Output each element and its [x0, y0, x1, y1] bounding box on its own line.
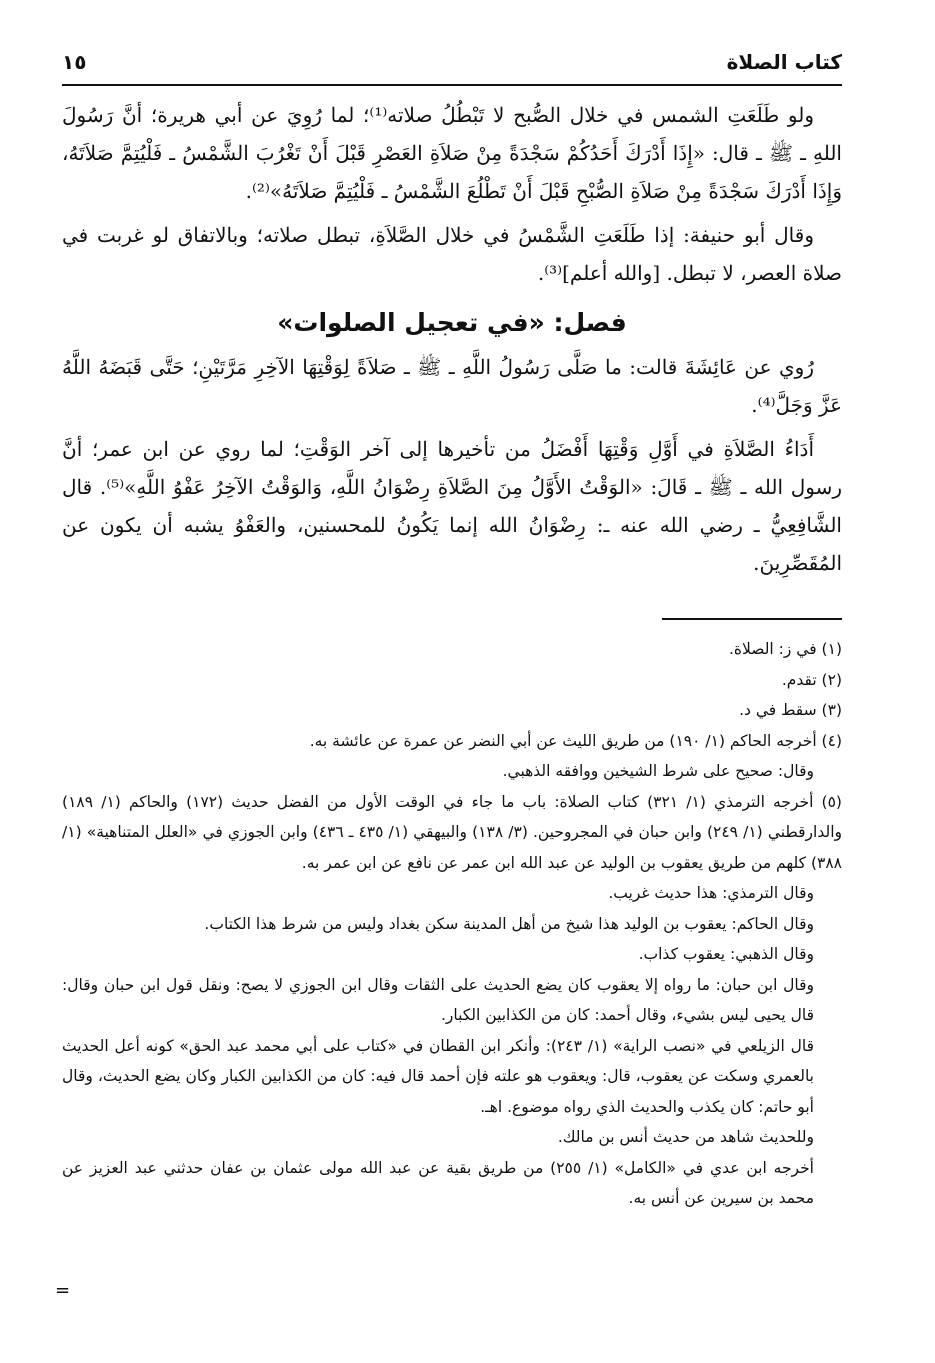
- footnote-line: وقال الحاكم: يعقوب بن الوليد هذا شيخ من أهل المدينة سكن بغداد وليس من شرط هذا الكتاب.: [204, 914, 814, 933]
- main-text: [62, 96, 842, 582]
- footnote-line: وقال الذهبي: يعقوب كذاب.: [638, 945, 814, 963]
- footnote-line: وللحديث شاهد من حديث أنس بن مالك.: [557, 1128, 814, 1146]
- paragraph: ولو طَلَعَتِ الشمس في خلال الصُّبح لا تَبْطُلُ صلاته⁽¹⁾؛ لما رُوِيَ عن أبي هريرة؛ أنَّ رَسُولَ اللهِ ـ ﷺ ـ قال: «إِذَا أَدْرَكَ أَحَدُكُمْ سَجْدَةً مِنْ صَلاَةِ العَصْرِ قَبْلَ أَنْ تَغْرُبَ الشَّمْسُ ـ فَلْيُتِمَّ صَلاَتَهُ، وَإِذَا أَدْرَكَ سَجْدَةً مِنْ صَلاَةِ الصُّبْحِ قَبْلَ أَنْ تَطْلُعَ الشَّمْسُ ـ فَلْيُتِمَّ صَلاَتَهُ»⁽²⁾.: [62, 103, 842, 203]
- footnote-line: وقال: صحيح على شرط الشيخين ووافقه الذهبي.: [502, 762, 814, 780]
- paragraph: وقال أبو حنيفة: إذا طَلَعَتِ الشَّمْسُ في خلال الصَّلاَةِ، تبطل صلاته؛ وبالاتفاق لو غربت في صلاة العصر، لا تبطل. [والله أعلم]⁽³⁾.: [62, 223, 842, 285]
- paragraph: رُوي عن عَائِشَةَ قالت: ما صَلَّى رَسُولُ اللَّهِ ـ ﷺ ـ صَلاَةً لِوَقْتِهَا الآخِرِ مَرَّتَيْنِ؛ حَتَّى قَبَضَهُ اللَّهُ عَزَّ وَجَلَّ⁽⁴⁾.: [62, 355, 842, 417]
- footnote: (٣) سقط في د.: [739, 701, 842, 719]
- running-header: [62, 44, 842, 86]
- footnote: (١) في ز: الصلاة.: [728, 640, 842, 658]
- footnote-separator: [662, 618, 842, 620]
- section-heading: فصل: «في تعجيل الصلوات»: [277, 308, 627, 337]
- footnote-line: وقال الترمذي: هذا حديث غريب.: [608, 884, 814, 902]
- footnotes: [62, 634, 842, 1214]
- margin-mark: =: [55, 1280, 71, 1301]
- chapter-title: كتاب الصلاة: [719, 50, 842, 74]
- footnote-line: وقال ابن حبان: ما رواه إلا يعقوب كان يضع الحديث على الثقات وقال ابن الجوزي لا يصح: ونقل قول ابن حبان وقال: قال يحيى ليس بشيء، وقال أحمد: كان من الكذابين الكبار.: [62, 975, 814, 1024]
- footnote: (٤) أخرجه الحاكم (١/ ١٩٠) من طريق الليث عن أبي النضر عن عمرة عن عائشة به.: [309, 731, 842, 750]
- paragraph: أَدَاءُ الصَّلاَةِ في أَوَّلِ وَقْتِهَا أَفْضَلُ من تأخيرها إلى آخر الوَقْتِ؛ لما روي عن ابن عمر؛ أنَّ رسول الله ـ ﷺ ـ قَالَ: «الوَقْتُ الأَوَّلُ مِنَ الصَّلاَةِ رِضْوَانُ اللَّهِ، وَالوَقْتُ الآخِرُ عَفْوُ اللَّهِ»⁽⁵⁾. قال الشَّافِعِيُّ ـ رضي الله عنه ـ: رِضْوَانُ الله إنما يَكُونُ للمحسنين، والعَفْوُ يشبه أن يكون عن المُقَصِّرِينَ.: [62, 437, 842, 575]
- page-number: ١٥: [62, 50, 94, 74]
- footnote: (٢) تقدم.: [781, 670, 842, 689]
- book-page: [62, 44, 842, 1214]
- footnote-line: أخرجه ابن عدي في «الكامل» (١/ ٢٥٥) من طريق بقية عن عبد الله مولى عثمان بن عفان حدثني عبد العزيز عن محمد بن سيرين عن أنس به.: [62, 1158, 814, 1207]
- footnote-line: قال الزيلعي في «نصب الراية» (١/ ٢٤٣): وأنكر ابن القطان في «كتاب على أبي محمد عبد الحق» كونه أعل الحديث بالعمري وسكت عن يعقوب، قال: ويعقوب هو علته فإن أحمد قال فيه: كان من الكذابين الكبار وكان يضع الحديث، وقال أبو حاتم: كان يكذب والحديث الذي رواه موضوع. اهـ.: [62, 1036, 814, 1116]
- footnote: (٥) أخرجه الترمذي (١/ ٣٢١) كتاب الصلاة: باب ما جاء في الوقت الأول من الفضل حديث (١٧٢) والحاكم (١/ ١٨٩) والدارقطني (١/ ٢٤٩) وابن حبان في المجروحين. (٣/ ١٣٨) والبيهقي (١/ ٤٣٥ ـ ٤٣٦) وابن الجوزي في «العلل المتناهية» (١/ ٣٨٨) كلهم من طريق يعقوب بن الوليد عن عبد الله ابن عمر عن نافع عن ابن عمر به.: [62, 792, 842, 872]
